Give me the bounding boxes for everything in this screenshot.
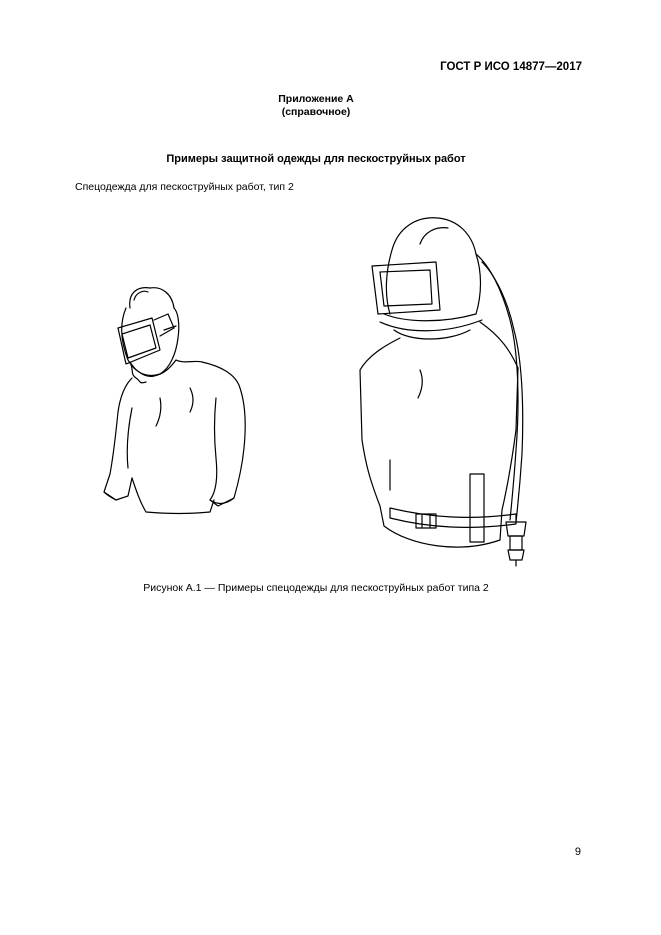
annex-title-block (0, 93, 632, 119)
annex-title: Приложение А (278, 93, 354, 105)
figure-left-illustration (90, 278, 260, 518)
annex-subtitle: (справочное) (281, 106, 351, 118)
page-number: 9 (574, 846, 581, 858)
figure-caption: Рисунок А.1 — Примеры спецодежды для пескоструйных работ типа 2 (143, 582, 489, 594)
figure-right-illustration (350, 210, 540, 570)
document-code: ГОСТ Р ИСО 14877—2017 (440, 61, 582, 73)
intro-text: Спецодежда для пескоструйных работ, тип 2 (75, 181, 294, 193)
section-heading: Примеры защитной одежды для пескоструйных работ (166, 153, 466, 165)
